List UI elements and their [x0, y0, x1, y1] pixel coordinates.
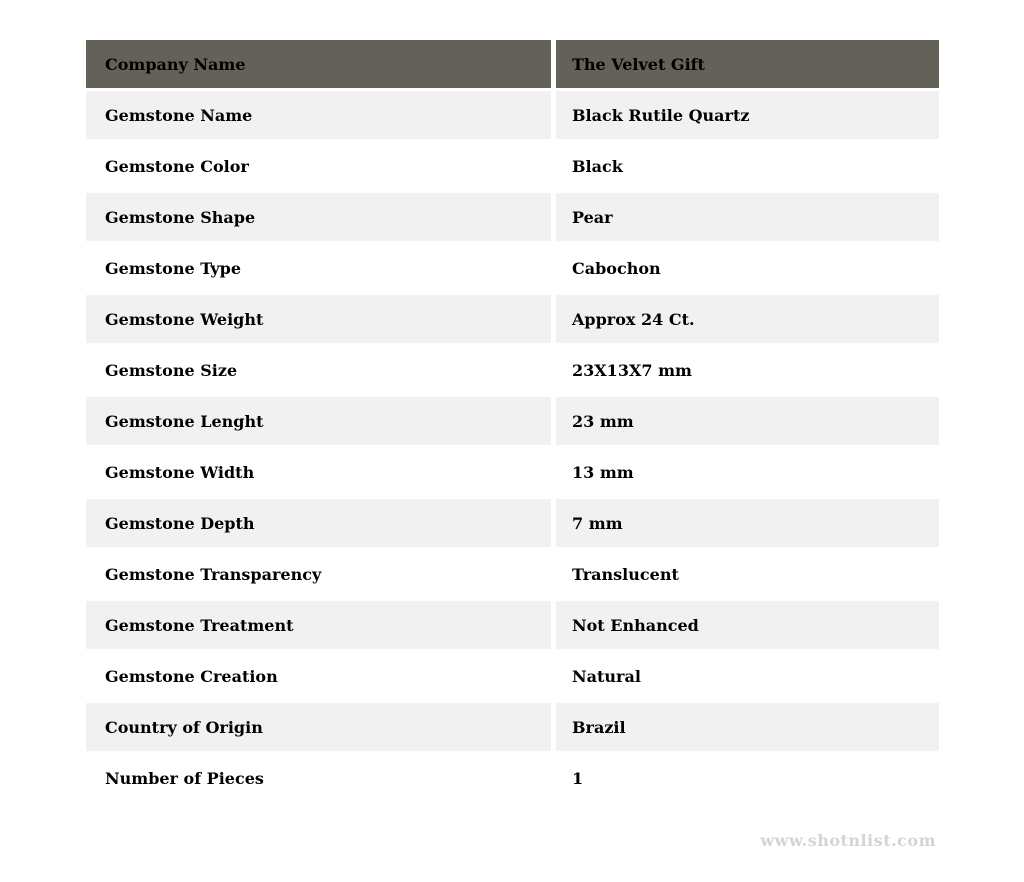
- row-label: Gemstone Lenght: [86, 397, 551, 445]
- table-row: [86, 754, 939, 802]
- table-row: [86, 142, 939, 190]
- row-value: Black Rutile Quartz: [556, 91, 939, 139]
- row-value: Translucent: [556, 550, 939, 598]
- table-row: [86, 397, 939, 445]
- row-label: Gemstone Treatment: [86, 601, 551, 649]
- row-label: Gemstone Type: [86, 244, 551, 292]
- header-value-company-name: The Velvet Gift: [556, 40, 939, 88]
- row-label: Gemstone Depth: [86, 499, 551, 547]
- table-row: [86, 499, 939, 547]
- row-label: Gemstone Weight: [86, 295, 551, 343]
- table-header-row: [86, 40, 939, 88]
- header-label-company-name: Company Name: [86, 40, 551, 88]
- row-value: Not Enhanced: [556, 601, 939, 649]
- row-value: Natural: [556, 652, 939, 700]
- row-value: Pear: [556, 193, 939, 241]
- table-row: [86, 601, 939, 649]
- row-value: 1: [556, 754, 939, 802]
- table-row: [86, 91, 939, 139]
- row-label: Gemstone Shape: [86, 193, 551, 241]
- row-label: Gemstone Transparency: [86, 550, 551, 598]
- table-row: [86, 346, 939, 394]
- row-value: Black: [556, 142, 939, 190]
- table-row: [86, 193, 939, 241]
- row-value: Brazil: [556, 703, 939, 751]
- row-label: Gemstone Size: [86, 346, 551, 394]
- row-value: Cabochon: [556, 244, 939, 292]
- table-row: [86, 295, 939, 343]
- row-value: 7 mm: [556, 499, 939, 547]
- row-label: Country of Origin: [86, 703, 551, 751]
- row-value: 23X13X7 mm: [556, 346, 939, 394]
- row-value: 13 mm: [556, 448, 939, 496]
- row-label: Gemstone Name: [86, 91, 551, 139]
- row-value: 23 mm: [556, 397, 939, 445]
- gemstone-spec-table: [86, 40, 939, 805]
- table-row: [86, 244, 939, 292]
- table-row: [86, 448, 939, 496]
- row-label: Gemstone Width: [86, 448, 551, 496]
- row-label: Gemstone Creation: [86, 652, 551, 700]
- table-row: [86, 550, 939, 598]
- site-watermark: www.shotnlist.com: [760, 831, 936, 850]
- row-label: Gemstone Color: [86, 142, 551, 190]
- table-row: [86, 703, 939, 751]
- row-value: Approx 24 Ct.: [556, 295, 939, 343]
- row-label: Number of Pieces: [86, 754, 551, 802]
- table-row: [86, 652, 939, 700]
